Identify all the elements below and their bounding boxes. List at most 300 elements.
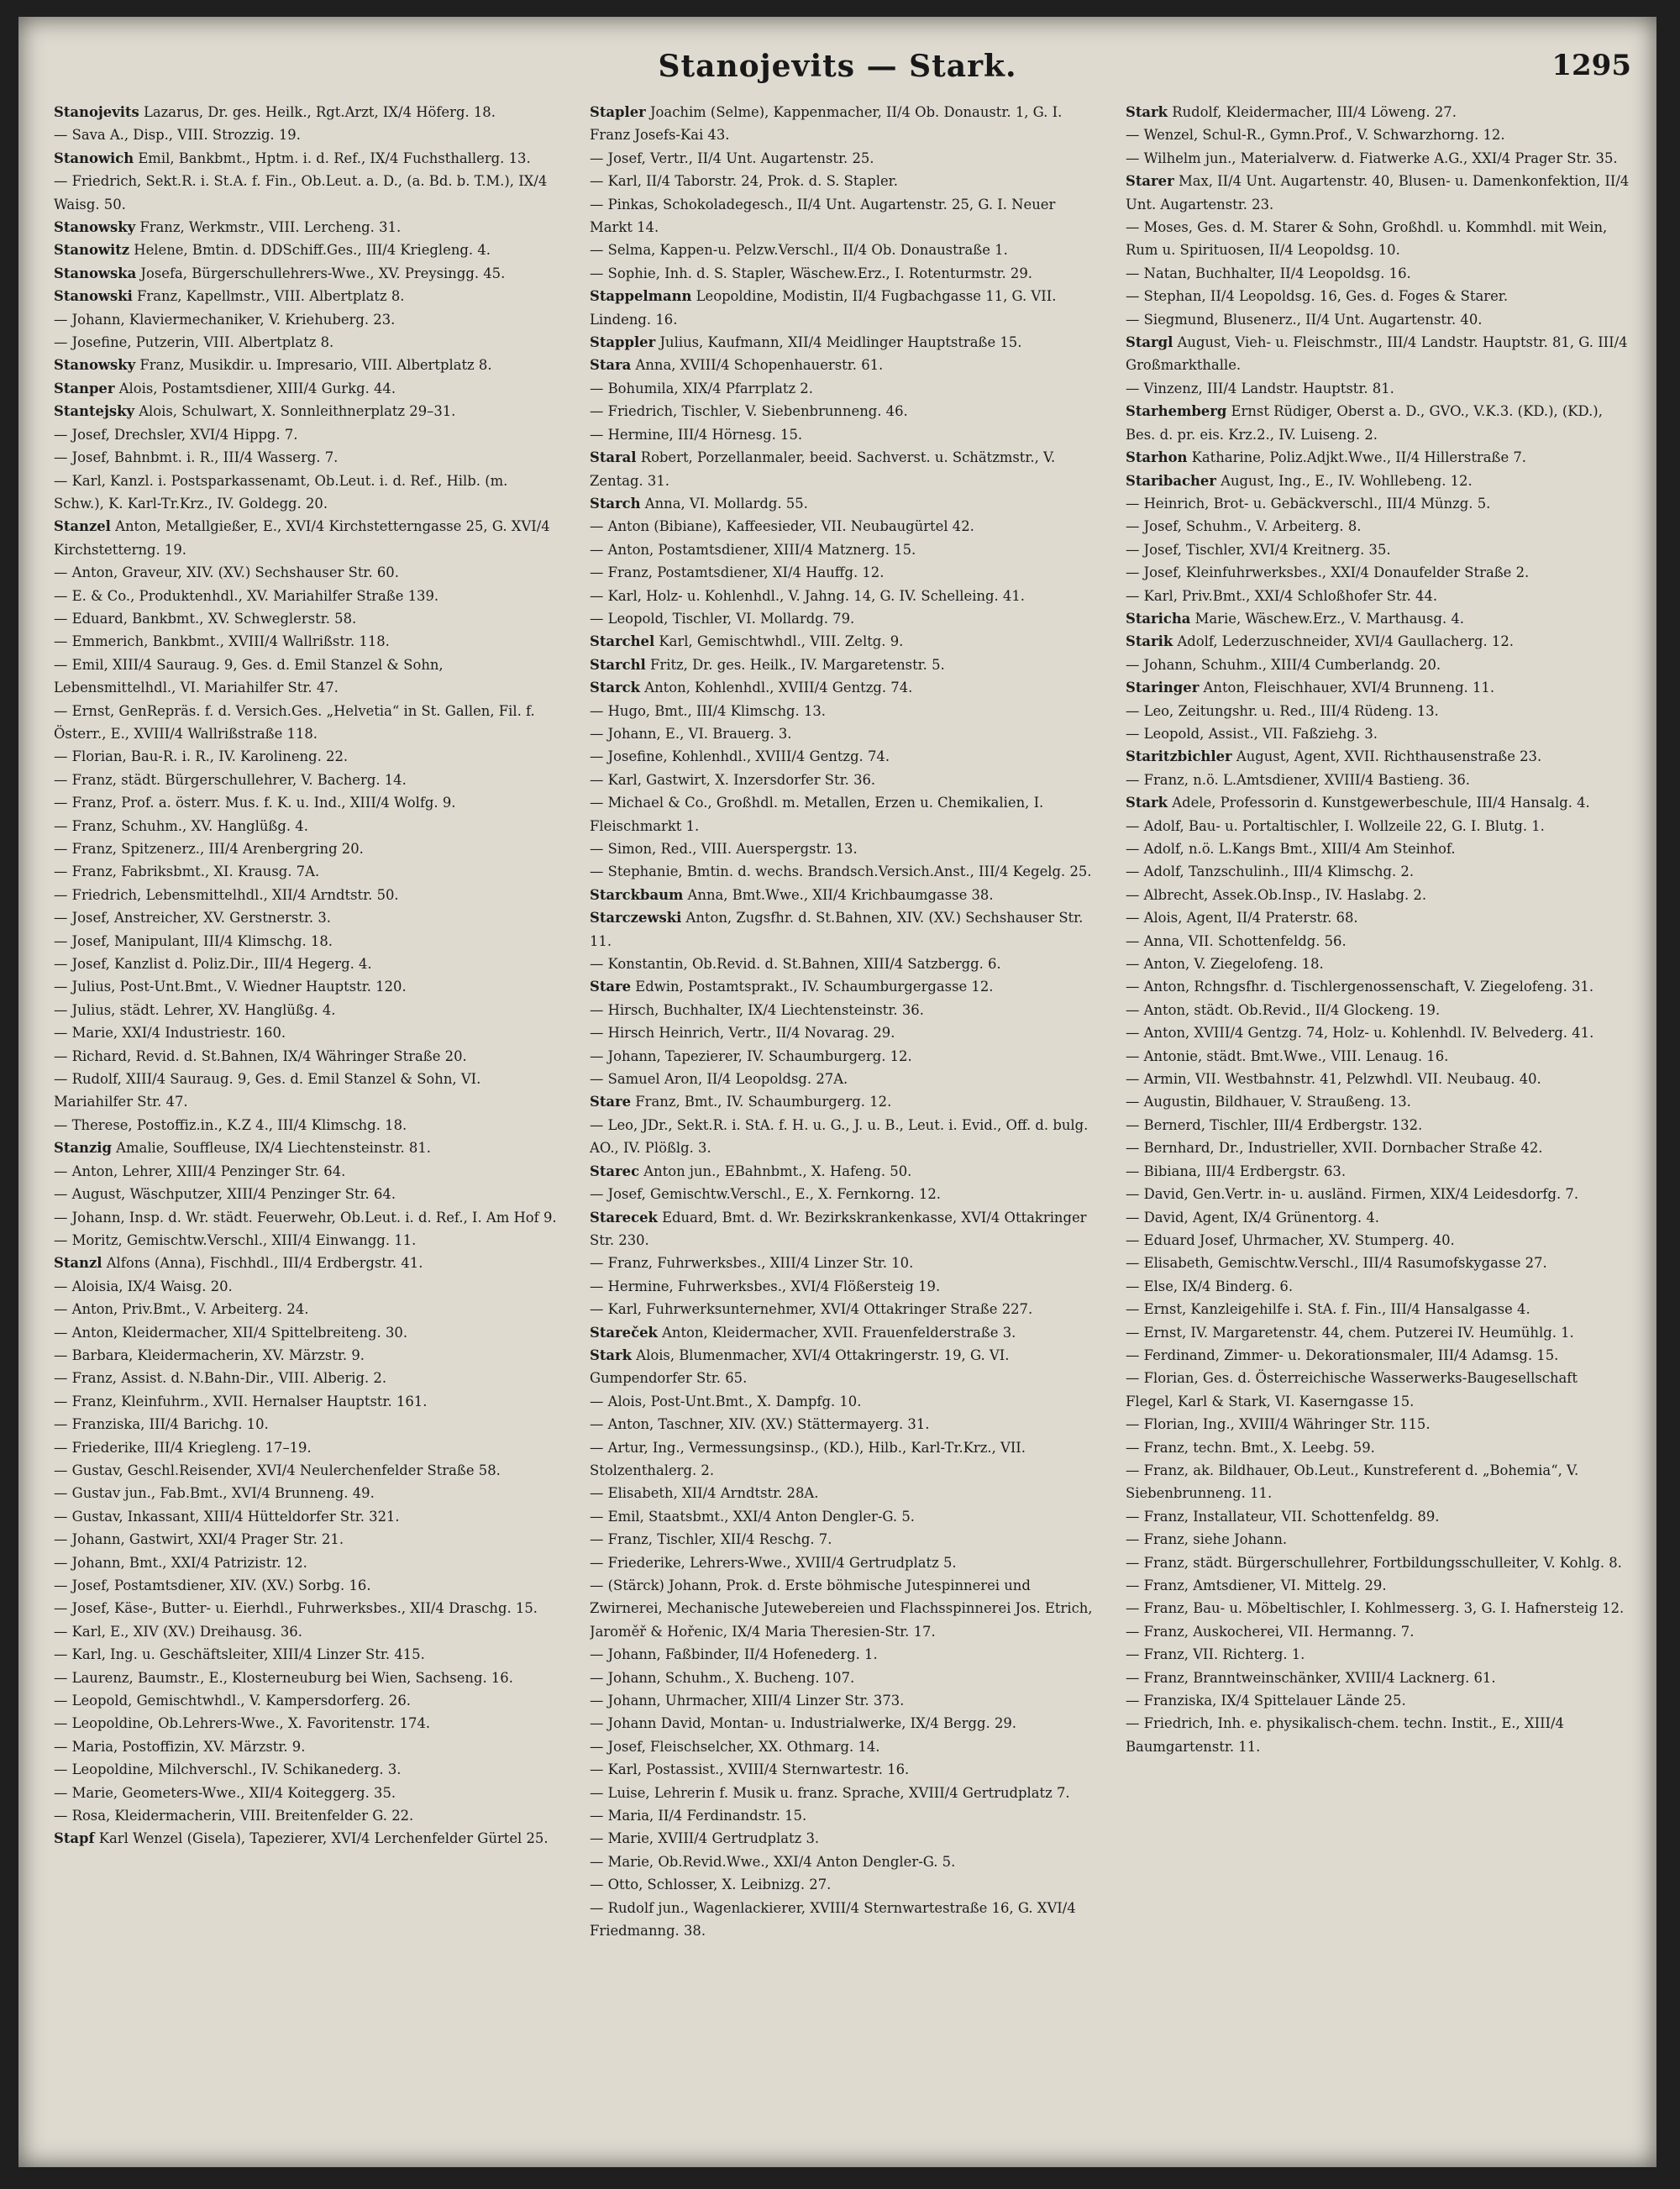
directory-entry — [590, 331, 1094, 354]
entry-text: Adolf, Lederzuschneider, XVI/4 Gaullacherg. 12. — [1173, 633, 1514, 650]
entry-text: — Josef, Kanzlist d. Poliz.Dir., III/4 Hegerg. 4. — [54, 956, 372, 973]
directory-entry — [590, 884, 1094, 906]
entry-text: — Julius, städt. Lehrer, XV. Hanglüßg. 4. — [54, 1001, 336, 1018]
directory-entry — [54, 354, 558, 376]
directory-entry — [590, 975, 1094, 998]
entry-text: — Josef, Postamtsdiener, XIV. (XV.) Sorbg. 16. — [54, 1577, 371, 1593]
directory-entry — [590, 377, 1094, 400]
entry-text: — Anton (Bibiane), Kaffeesieder, VII. Neubaugürtel 42. — [590, 518, 974, 535]
entry-text: Rudolf, Kleidermacher, III/4 Löweng. 27. — [1168, 104, 1457, 120]
entry-text: — Anna, VII. Schottenfeldg. 56. — [1126, 932, 1347, 949]
directory-entry — [590, 1390, 1094, 1413]
directory-entry — [590, 1804, 1094, 1827]
entry-text: Anton, Fleischhauer, XVI/4 Brunneng. 11. — [1199, 680, 1495, 696]
entry-text: — Johann, Tapezierer, IV. Schaumburgerg. 12. — [590, 1047, 912, 1064]
directory-entry — [54, 239, 558, 261]
entry-text: Karl, Gemischtwhdl., VIII. Zeltg. 9. — [654, 633, 904, 650]
directory-entry — [54, 1620, 558, 1643]
directory-entry — [54, 1505, 558, 1528]
directory-entry — [54, 1574, 558, 1597]
entry-text: — Eduard Josef, Uhrmacher, XV. Stumperg. 40. — [1126, 1231, 1455, 1248]
directory-entry — [54, 607, 558, 630]
entry-surname: Staritzbichler — [1126, 748, 1232, 765]
directory-entry — [590, 1689, 1094, 1712]
directory-entry — [590, 446, 1094, 492]
directory-entry — [1126, 123, 1630, 146]
entry-text: Anton, Kleidermacher, XVII. Frauenfelderstraße 3. — [657, 1324, 1016, 1341]
column-1 — [54, 101, 558, 2150]
directory-entry — [54, 1136, 558, 1159]
entry-text: — Maria, II/4 Ferdinandstr. 15. — [590, 1808, 807, 1824]
entry-text: — Friederike, Lehrers-Wwe., XVIII/4 Gertrudplatz 5. — [590, 1554, 957, 1571]
entry-text: — Heinrich, Brot- u. Gebäckverschl., III/4 Münzg. 5. — [1126, 495, 1491, 512]
entry-surname: Stare — [590, 979, 632, 995]
entry-text: — Karl, II/4 Taborstr. 24, Prok. d. S. Stapler. — [590, 173, 898, 190]
directory-entry — [590, 745, 1094, 768]
entry-surname: Starchl — [590, 656, 646, 673]
directory-entry — [590, 1827, 1094, 1850]
entry-text: Lazarus, Dr. ges. Heilk., Rgt.Arzt, IX/4 Höferg. 18. — [139, 104, 496, 120]
entry-text: — Franziska, III/4 Barichg. 10. — [54, 1416, 269, 1433]
entry-text: — Johann, Faßbinder, II/4 Hofenederg. 1. — [590, 1646, 878, 1663]
entry-text: Robert, Porzellanmaler, beeid. Sachverst. u. Schätzmstr., V. Zentag. 31. — [590, 449, 1056, 489]
entry-text: — Josef, Manipulant, III/4 Klimschg. 18. — [54, 932, 333, 949]
entry-text: — Franz, Assist. d. N.Bahn-Dir., VIII. Alberig. 2. — [54, 1370, 387, 1387]
entry-text: — Antonie, städt. Bmt.Wwe., VIII. Lenaug. 16. — [1126, 1047, 1449, 1064]
entry-text: Ernst Rüdiger, Oberst a. D., GVO., V.K.3. (KD.), (KD.), Bes. d. pr. eis. Krz.2., IV. Luiseng. 2. — [1126, 403, 1603, 443]
entry-text: Alois, Schulwart, X. Sonnleithnerplatz 29–31. — [134, 403, 456, 420]
directory-entry — [1126, 492, 1630, 515]
directory-entry — [590, 700, 1094, 722]
directory-entry — [1126, 1229, 1630, 1252]
entry-text: — Maria, Postoffizin, XV. Märzstr. 9. — [54, 1738, 306, 1755]
entry-text: — Gustav, Inkassant, XIII/4 Hütteldorfer Str. 321. — [54, 1508, 400, 1525]
entry-text: — Gustav, Geschl.Reisender, XVI/4 Neulerchenfelder Straße 58. — [54, 1462, 501, 1478]
entry-text: — Karl, Ing. u. Geschäftsleiter, XIII/4 Linzer Str. 415. — [54, 1646, 425, 1663]
directory-entry — [1126, 1160, 1630, 1183]
directory-entry — [1126, 446, 1630, 469]
entry-surname: Stantejsky — [54, 403, 134, 420]
directory-entry — [54, 1459, 558, 1482]
directory-entry — [1126, 216, 1630, 262]
entry-surname: Starchel — [590, 633, 655, 650]
directory-entry — [590, 837, 1094, 860]
directory-entry — [1126, 1021, 1630, 1044]
directory-entry — [54, 815, 558, 837]
page-number: 1295 — [1551, 49, 1631, 82]
directory-entry — [590, 354, 1094, 376]
entry-text: Josefa, Bürgerschullehrers-Wwe., XV. Preysingg. 45. — [136, 265, 506, 281]
directory-entry — [1126, 999, 1630, 1021]
entry-surname: Staringer — [1126, 680, 1200, 696]
entry-surname: Stareček — [590, 1324, 658, 1341]
directory-entry — [590, 1574, 1094, 1643]
entry-text: — Anton, Priv.Bmt., V. Arbeiterg. 24. — [54, 1301, 309, 1318]
directory-entry — [590, 1643, 1094, 1666]
directory-entry — [1126, 308, 1630, 331]
directory-entry — [54, 700, 558, 746]
directory-entry — [54, 262, 558, 285]
directory-entry — [1126, 147, 1630, 170]
entry-surname: Stanowich — [54, 150, 134, 166]
entry-surname: Stara — [590, 357, 632, 374]
directory-entry — [590, 906, 1094, 953]
entry-text: — Ferdinand, Zimmer- u. Dekorationsmaler, III/4 Adamsg. 15. — [1126, 1346, 1559, 1363]
directory-entry — [54, 1114, 558, 1136]
entry-text: Fritz, Dr. ges. Heilk., IV. Margaretenstr. 5. — [645, 656, 945, 673]
entry-text: — Hugo, Bmt., III/4 Klimschg. 13. — [590, 702, 827, 719]
entry-text: — Franz, siehe Johann. — [1126, 1531, 1288, 1548]
entry-text: — Wenzel, Schul-R., Gymn.Prof., V. Schwarzhorng. 12. — [1126, 127, 1505, 144]
directory-entry — [54, 1321, 558, 1344]
directory-entry — [1126, 722, 1630, 745]
directory-entry — [1126, 585, 1630, 607]
directory-entry — [54, 446, 558, 469]
entry-text: — Josef, Tischler, XVI/4 Kreitnerg. 35. — [1126, 541, 1391, 558]
entry-text: — Anton, V. Ziegelofeng. 18. — [1126, 956, 1324, 973]
entry-text: Franz, Kapellmstr., VIII. Albertplatz 8. — [132, 288, 405, 305]
entry-text: Amalie, Souffleuse, IX/4 Liechtensteinstr. 81. — [111, 1140, 431, 1157]
directory-entry — [54, 1275, 558, 1298]
entry-text: — Franz, Schuhm., XV. Hanglüßg. 4. — [54, 817, 308, 834]
entry-text: — Florian, Ing., XVIII/4 Währinger Str. 115. — [1126, 1416, 1431, 1433]
entry-text: — Josef, Vertr., II/4 Unt. Augartenstr. 25. — [590, 150, 874, 166]
entry-text: — Leopoldine, Ob.Lehrers-Wwe., X. Favoritenstr. 174. — [54, 1715, 431, 1732]
entry-surname: Stare — [590, 1094, 632, 1110]
directory-entry — [1126, 285, 1630, 307]
entry-text: — Adolf, n.ö. L.Kangs Bmt., XIII/4 Am Steinhof. — [1126, 841, 1456, 857]
entry-text: — Johann, Schuhm., XIII/4 Cumberlandg. 20. — [1126, 656, 1441, 673]
directory-entry — [590, 999, 1094, 1021]
directory-entry — [54, 1413, 558, 1436]
entry-text: — E. & Co., Produktenhdl., XV. Mariahilfer Straße 139. — [54, 587, 439, 604]
entry-text: — Friederike, III/4 Kriegleng. 17–19. — [54, 1439, 312, 1456]
entry-text: — Anton, Lehrer, XIII/4 Penzinger Str. 64. — [54, 1163, 346, 1179]
entry-text: — Franz, VII. Richterg. 1. — [1126, 1646, 1305, 1663]
directory-entry — [590, 147, 1094, 170]
entry-text: Alfons (Anna), Fischhdl., III/4 Erdbergstr. 41. — [102, 1255, 423, 1272]
entry-text: — Ernst, IV. Margaretenstr. 44, chem. Putzerei IV. Heumühlg. 1. — [1126, 1324, 1574, 1341]
entry-text: — Josef, Gemischtw.Verschl., E., X. Fernkorng. 12. — [590, 1186, 941, 1203]
entry-text: — Marie, XVIII/4 Gertrudplatz 3. — [590, 1830, 820, 1847]
directory-entry — [54, 1160, 558, 1183]
directory-entry — [590, 1321, 1094, 1344]
entry-text: — Anton, Graveur, XIV. (XV.) Sechshauser Str. 60. — [54, 564, 399, 581]
entry-text: Anton, Metallgießer, E., XVI/4 Kirchstetterngasse 25, G. XVI/4 Kirchstetterng. 19. — [54, 518, 550, 558]
directory-entry — [54, 1689, 558, 1712]
directory-entry — [590, 1068, 1094, 1090]
entry-text: — Josefine, Putzerin, VIII. Albertplatz 8. — [54, 334, 334, 351]
entry-text: — Ernst, Kanzleigehilfe i. StA. f. Fin., III/4 Hansalgasse 4. — [1126, 1301, 1530, 1318]
directory-entry — [54, 1643, 558, 1666]
directory-entry — [1126, 906, 1630, 929]
directory-entry — [1126, 884, 1630, 906]
directory-entry — [590, 285, 1094, 331]
entry-surname: Starecek — [590, 1209, 658, 1226]
directory-entry — [54, 1390, 558, 1413]
directory-entry — [1126, 1712, 1630, 1758]
directory-entry — [590, 400, 1094, 423]
entry-text: — Franz, Installateur, VII. Schottenfeldg. 89. — [1126, 1508, 1440, 1525]
entry-text: Anton jun., EBahnbmt., X. Hafeng. 50. — [639, 1163, 912, 1179]
directory-entry — [1126, 515, 1630, 538]
directory-entry — [1126, 1275, 1630, 1298]
directory-entry — [590, 1413, 1094, 1436]
entry-text: — Bernerd, Tischler, III/4 Erdbergstr. 132. — [1126, 1116, 1423, 1133]
entry-text: — Michael & Co., Großhdl. m. Metallen, Erzen u. Chemikalien, I. Fleischmarkt 1. — [590, 795, 1044, 834]
entry-text: — Leopold, Assist., VII. Faßziehg. 3. — [1126, 725, 1378, 742]
directory-entry — [590, 423, 1094, 446]
entry-surname: Stark — [1126, 795, 1168, 811]
directory-entry — [1126, 745, 1630, 768]
entry-surname: Stappler — [590, 334, 656, 351]
directory-entry — [590, 630, 1094, 653]
entry-text: — Luise, Lehrerin f. Musik u. franz. Sprache, XVIII/4 Gertrudplatz 7. — [590, 1784, 1070, 1801]
directory-entry — [54, 377, 558, 400]
directory-entry — [590, 1090, 1094, 1113]
entry-text: — Franz, Postamtsdiener, XI/4 Hauffg. 12. — [590, 564, 885, 581]
entry-text: — Wilhelm jun., Materialverw. d. Fiatwerke A.G., XXI/4 Prager Str. 35. — [1126, 150, 1618, 166]
entry-text: — Anton, Taschner, XIV. (XV.) Stättermayerg. 31. — [590, 1416, 930, 1433]
entry-text: — Franz, Tischler, XII/4 Reschg. 7. — [590, 1531, 832, 1548]
directory-entry — [54, 1068, 558, 1114]
entry-text: — Stephanie, Bmtin. d. wechs. Brandsch.Versich.Anst., III/4 Kegelg. 25. — [590, 864, 1092, 880]
entry-surname: Starer — [1126, 173, 1174, 190]
entry-text: — Florian, Ges. d. Österreichische Wasserwerks-Baugesellschaft Flegel, Karl & Stark, VI. Kaserngasse 15. — [1126, 1370, 1578, 1409]
entry-text: — Elisabeth, XII/4 Arndtstr. 28A. — [590, 1485, 819, 1502]
directory-entry — [590, 769, 1094, 791]
entry-surname: Stanzig — [54, 1140, 112, 1157]
entry-surname: Stanowsky — [54, 219, 136, 236]
entry-text: — Leo, JDr., Sekt.R. i. StA. f. H. u. G., J. u. B., Leut. i. Evid., Off. d. bulg. AO., IV. Plößlg. 3. — [590, 1116, 1089, 1157]
directory-entry — [590, 791, 1094, 837]
entry-text: — Hermine, III/4 Hörnesg. 15. — [590, 426, 803, 443]
entry-text: — Franz, Kleinfuhrm., XVII. Hernalser Hauptstr. 161. — [54, 1393, 428, 1409]
entry-text: — Samuel Aron, II/4 Leopoldsg. 27A. — [590, 1071, 848, 1088]
entry-text: — Karl, Gastwirt, X. Inzersdorfer Str. 36. — [590, 771, 876, 788]
entry-text: — Anton, Postamtsdiener, XIII/4 Matznerg. 15. — [590, 541, 916, 558]
directory-entry — [1126, 101, 1630, 123]
directory-entry — [590, 1344, 1094, 1390]
entry-text: Alois, Postamtsdiener, XIII/4 Gurkg. 44. — [114, 380, 396, 396]
entry-surname: Stanowitz — [54, 242, 130, 259]
entry-text: — Moritz, Gemischtw.Verschl., XIII/4 Einwangg. 11. — [54, 1231, 417, 1248]
entry-text: — Bernhard, Dr., Industrieller, XVII. Dornbacher Straße 42. — [1126, 1140, 1543, 1157]
directory-entry — [1126, 815, 1630, 837]
entry-text: — Johann, Bmt., XXI/4 Patrizistr. 12. — [54, 1554, 307, 1571]
entry-text: — Karl, Postassist., XVIII/4 Sternwartestr. 16. — [590, 1761, 910, 1778]
directory-entry — [1126, 1206, 1630, 1229]
directory-entry — [590, 1505, 1094, 1528]
directory-entry — [54, 953, 558, 975]
entry-text: — Johann, E., VI. Brauerg. 3. — [590, 725, 792, 742]
entry-text: Max, II/4 Unt. Augartenstr. 40, Blusen- u. Damenkonfektion, II/4 Unt. Augartenstr. 23. — [1126, 173, 1630, 213]
entry-text: Emil, Bankbmt., Hptm. i. d. Ref., IX/4 Fuchsthallerg. 13. — [134, 150, 531, 166]
directory-entry — [590, 1735, 1094, 1758]
directory-entry — [590, 538, 1094, 561]
directory-entry — [54, 745, 558, 768]
entry-text: Julius, Kaufmann, XII/4 Meidlinger Hauptstraße 15. — [655, 334, 1022, 351]
entry-text: — Siegmund, Blusenerz., II/4 Unt. Augartenstr. 40. — [1126, 311, 1483, 328]
directory-entry — [54, 1758, 558, 1781]
entry-text: — Bohumila, XIX/4 Pfarrplatz 2. — [590, 380, 813, 396]
entry-text: — Rudolf jun., Wagenlackierer, XVIII/4 Sternwartestraße 16, G. XVI/4 Friedmanng. 38. — [590, 1899, 1076, 1940]
directory-entry — [54, 1252, 558, 1274]
entry-surname: Stanowski — [54, 288, 133, 305]
entry-surname: Starhemberg — [1126, 403, 1227, 420]
entry-text: — Laurenz, Baumstr., E., Klosterneuburg bei Wien, Sachseng. 16. — [54, 1669, 513, 1686]
directory-entry — [54, 906, 558, 929]
directory-entry — [1126, 700, 1630, 722]
directory-entry — [54, 630, 558, 653]
directory-entry — [1126, 837, 1630, 860]
entry-text: — Gustav jun., Fab.Bmt., XVI/4 Brunneng. 49. — [54, 1485, 375, 1502]
directory-entry — [1126, 630, 1630, 653]
entry-text: — (Stärck) Johann, Prok. d. Erste böhmische Jutespinnerei und Zwirnerei, Mechanische Jutewebereien und Flachsspinnerei Jos. Etrich, Jaroměř & Hořenic, IX/4 Maria Theresien-Str. 17. — [590, 1577, 1093, 1640]
directory-entry — [1126, 1298, 1630, 1320]
entry-text: — Franziska, IX/4 Spittelauer Lände 25. — [1126, 1693, 1406, 1709]
directory-entry — [1126, 953, 1630, 975]
entry-text: — Emil, XIII/4 Sauraug. 9, Ges. d. Emil Stanzel & Sohn, Lebensmittelhdl., VI. Mariahilfer Str. 47. — [54, 656, 444, 696]
directory-entry — [54, 1206, 558, 1229]
entry-text: — Sava A., Disp., VIII. Strozzig. 19. — [54, 127, 301, 144]
entry-text: — Therese, Postoffiz.in., K.Z 4., III/4 Klimschg. 18. — [54, 1116, 407, 1133]
entry-text: — Rosa, Kleidermacherin, VIII. Breitenfelder G. 22. — [54, 1808, 414, 1824]
entry-text: — Natan, Buchhalter, II/4 Leopoldsg. 16. — [1126, 265, 1411, 281]
entry-surname: Starckbaum — [590, 886, 684, 903]
directory-entry — [54, 930, 558, 953]
directory-entry — [1126, 654, 1630, 676]
entry-surname: Stanojevits — [54, 104, 139, 120]
directory-entry — [1126, 1090, 1630, 1113]
entry-text: — Franz, Amtsdiener, VI. Mittelg. 29. — [1126, 1577, 1387, 1593]
entry-text: — Franz, n.ö. L.Amtsdiener, XVIII/4 Bastieng. 36. — [1126, 771, 1470, 788]
entry-text: — Johann, Uhrmacher, XIII/4 Linzer Str. 373. — [590, 1693, 905, 1709]
entry-text: — Aloisia, IX/4 Waisg. 20. — [54, 1278, 233, 1294]
entry-text: — Friedrich, Sekt.R. i. St.A. f. Fin., Ob.Leut. a. D., (a. Bd. b. T.M.), IX/4 Waisg. 50. — [54, 173, 548, 213]
entry-text: — Marie, XXI/4 Industriestr. 160. — [54, 1025, 286, 1042]
entry-text: — David, Gen.Vertr. in- u. ausländ. Firmen, XIX/4 Leidesdorfg. 7. — [1126, 1186, 1579, 1203]
directory-entry — [590, 1252, 1094, 1274]
entry-surname: Stark — [590, 1346, 633, 1363]
entry-text: — Anton, Kleidermacher, XII/4 Spittelbreiteng. 30. — [54, 1324, 408, 1341]
directory-entry — [1126, 262, 1630, 285]
directory-entry — [590, 1712, 1094, 1735]
entry-text: — Friedrich, Lebensmittelhdl., XII/4 Arndtstr. 50. — [54, 886, 399, 903]
entry-text: Katharine, Poliz.Adjkt.Wwe., II/4 Hillerstraße 7. — [1187, 449, 1527, 466]
column-3 — [1126, 101, 1630, 2150]
directory-entry — [590, 1482, 1094, 1504]
directory-entry — [54, 1344, 558, 1367]
entry-text: Adele, Professorin d. Kunstgewerbeschule, III/4 Hansalg. 4. — [1168, 795, 1590, 811]
entry-surname: Stanper — [54, 380, 115, 396]
directory-entry — [590, 101, 1094, 147]
entry-surname: Starhon — [1126, 449, 1188, 466]
directory-entry — [54, 884, 558, 906]
directory-entry — [590, 1114, 1094, 1160]
entry-text: — Augustin, Bildhauer, V. Straußeng. 13. — [1126, 1094, 1411, 1110]
entry-text: — Josef, Kleinfuhrwerksbes., XXI/4 Donaufelder Straße 2. — [1126, 564, 1530, 581]
directory-entry — [1126, 170, 1630, 216]
entry-surname: Stappelmann — [590, 288, 692, 305]
entry-surname: Staricha — [1126, 610, 1191, 627]
entry-text: — Franz, städt. Bürgerschullehrer, V. Bacherg. 14. — [54, 771, 407, 788]
directory-entry — [590, 561, 1094, 584]
entry-text: — Anton, städt. Ob.Revid., II/4 Glockeng. 19. — [1126, 1001, 1441, 1018]
directory-entry — [54, 561, 558, 584]
directory-entry — [590, 492, 1094, 515]
entry-text: — Artur, Ing., Vermessungsinsp., (KD.), Hilb., Karl-Tr.Krz., VII. Stolzenthalerg. 2. — [590, 1439, 1026, 1478]
directory-entry — [54, 975, 558, 998]
entry-text: — Bibiana, III/4 Erdbergstr. 63. — [1126, 1163, 1347, 1179]
entry-surname: Stark — [1126, 104, 1168, 120]
entry-text: — Richard, Revid. d. St.Bahnen, IX/4 Währinger Straße 20. — [54, 1047, 467, 1064]
entry-text: — Josef, Drechsler, XVI/4 Hippg. 7. — [54, 426, 298, 443]
directory-entry — [590, 515, 1094, 538]
directory-entry — [1126, 1597, 1630, 1619]
entry-text: — Adolf, Tanzschulinh., III/4 Klimschg. 2. — [1126, 864, 1415, 880]
directory-entry — [1126, 791, 1630, 814]
directory-page — [18, 17, 1656, 2167]
directory-entry — [590, 239, 1094, 261]
directory-entry — [54, 1045, 558, 1068]
entry-text: August, Vieh- u. Fleischmstr., III/4 Landstr. Hauptstr. 81, G. III/4 Großmarkthalle. — [1126, 334, 1628, 374]
entry-text: — Hirsch, Buchhalter, IX/4 Liechtensteinstr. 36. — [590, 1001, 924, 1018]
entry-surname: Starch — [590, 495, 641, 512]
entry-text: Leopoldine, Modistin, II/4 Fugbachgasse 11, G. VII. Lindeng. 16. — [590, 288, 1057, 328]
directory-entry — [54, 308, 558, 331]
directory-entry — [54, 1367, 558, 1389]
entry-text: — Franz, Spitzenerz., III/4 Arenbergring 20. — [54, 841, 364, 857]
directory-entry — [1126, 1436, 1630, 1459]
entry-text: — Vinzenz, III/4 Landstr. Hauptstr. 81. — [1126, 380, 1394, 396]
directory-entry — [590, 585, 1094, 607]
entry-text: — Alois, Agent, II/4 Praterstr. 68. — [1126, 910, 1358, 927]
directory-entry — [54, 769, 558, 791]
entry-surname: Stanowska — [54, 265, 137, 281]
entry-text: — Otto, Schlosser, X. Leibnizg. 27. — [590, 1877, 832, 1893]
entry-text: Marie, Wäschew.Erz., V. Marthausg. 4. — [1190, 610, 1464, 627]
directory-entry — [54, 791, 558, 814]
entry-text: — Johann, Klaviermechaniker, V. Kriehuberg. 23. — [54, 311, 396, 328]
entry-text: — Ernst, GenRepräs. f. d. Versich.Ges. „Helvetia“ in St. Gallen, Fil. f. Österr., E., XVIII/4 Wallrißstraße 118. — [54, 702, 535, 742]
entry-text: — Franz, techn. Bmt., X. Leebg. 59. — [1126, 1439, 1375, 1456]
entry-text: — Leopoldine, Milchverschl., IV. Schikanederg. 3. — [54, 1761, 402, 1778]
directory-entry — [1126, 1551, 1630, 1574]
entry-text: Anna, XVIII/4 Schopenhauerstr. 61. — [631, 357, 884, 374]
entry-text: Anton, Kohlenhdl., XVIII/4 Gentzg. 74. — [640, 680, 913, 696]
directory-entry — [54, 170, 558, 216]
entry-text: Edwin, Postamtsprakt., IV. Schaumburgergasse 12. — [631, 979, 994, 995]
directory-entry — [1126, 1183, 1630, 1205]
entry-text: — David, Agent, IX/4 Grünentorg. 4. — [1126, 1209, 1379, 1226]
entry-text: — Leopold, Gemischtwhdl., V. Kampersdorferg. 26. — [54, 1693, 411, 1709]
directory-entry — [1126, 1667, 1630, 1689]
directory-entry — [1126, 377, 1630, 400]
running-head: Stanojevits — Stark. — [658, 49, 1017, 84]
directory-entry — [1126, 1252, 1630, 1274]
entry-text: — Sophie, Inh. d. S. Stapler, Wäschew.Erz., I. Rotenturmstr. 29. — [590, 265, 1032, 281]
directory-entry — [590, 1667, 1094, 1689]
entry-text: — Karl, Priv.Bmt., XXI/4 Schloßhofer Str. 44. — [1126, 587, 1438, 604]
entry-text: — Simon, Red., VIII. Auerspergstr. 13. — [590, 841, 858, 857]
directory-entry — [590, 1873, 1094, 1896]
entry-text: — Elisabeth, Gemischtw.Verschl., III/4 Rasumofskygasse 27. — [1126, 1255, 1547, 1272]
directory-entry — [1126, 1136, 1630, 1159]
entry-surname: Starczewski — [590, 910, 682, 927]
entry-text: Franz, Werkmstr., VIII. Lercheng. 31. — [135, 219, 402, 236]
entry-text: — Josef, Fleischselcher, XX. Othmarg. 14. — [590, 1738, 880, 1755]
